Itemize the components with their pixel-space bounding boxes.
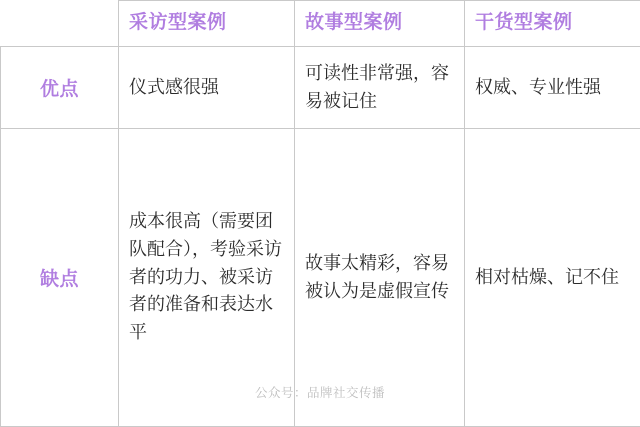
cell-pros-interview: 仪式感很强 [119,47,295,129]
cell-cons-story: 故事太精彩，容易被认为是虚假宣传 [295,129,465,427]
row-header-pros: 优点 [1,47,119,129]
cell-pros-story: 可读性非常强，容易被记住 [295,47,465,129]
cell-cons-interview: 成本很高（需要团队配合），考验采访者的功力、被采访者的准备和表达水平 [119,129,295,427]
cell-cons-knowledge: 相对枯燥、记不住 [465,129,640,427]
watermark-text: 公众号：品牌社交传播 [254,386,385,400]
table-row [1,129,640,427]
cell-pros-knowledge: 权威、专业性强 [465,47,640,129]
table-header-row [1,1,640,47]
table-row [1,47,640,129]
column-header-interview: 采访型案例 [119,1,295,47]
column-header-story: 故事型案例 [295,1,465,47]
column-header-knowledge: 干货型案例 [465,1,640,47]
table-corner-cell [1,1,119,47]
row-header-cons: 缺点 [1,129,119,427]
